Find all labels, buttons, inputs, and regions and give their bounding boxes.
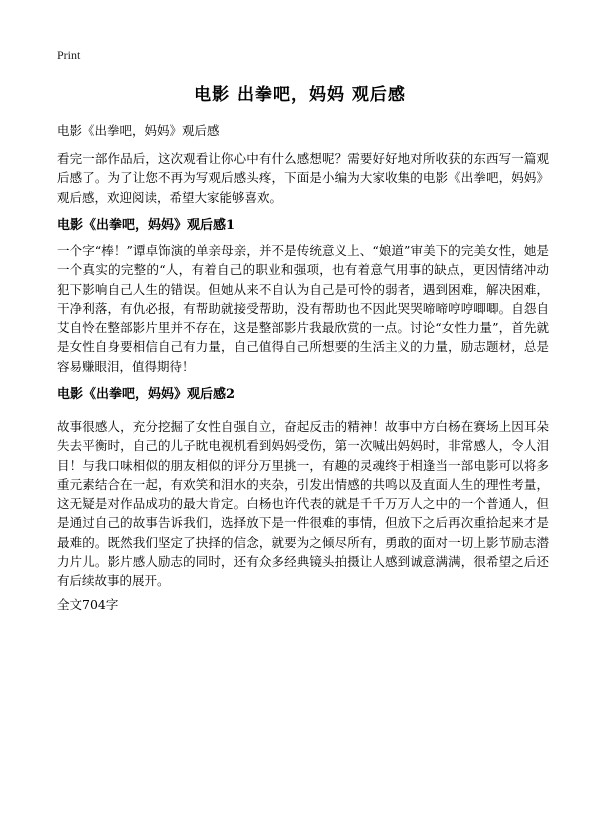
section-body-1: 一个字“棒！”谭卓饰演的单亲母亲，并不是传统意义上、“娘道”审美下的完美女性，她是一个真实的完整的“人，有着自己的职业和强项，也有着意气用事的缺点，更因情绪冲动犯下影响自己人生的错误。但她从来不自认为自己是可怜的弱者，遇到困难，解决困难，干净利落，有仇必报，有帮助就接受帮助，没有帮助也不因此哭哭啼啼哼哼唧唧。自怨自艾自怜在整部影片里并不存在，这是整部影片我最欣赏的一点。讨论“女性力量”，首先就是女性自身要相信自己有力量，自己值得自己所想要的生活主义的力量，励志题材，总是容易赚眼泪，值得期待！ (57, 243, 549, 374)
document-subtitle: 电影《出拳吧，妈妈》观后感 (57, 123, 220, 138)
section-body-2: 故事很感人，充分挖掘了女性自强自立，奋起反击的精神！故事中方白杨在赛场上因耳朵失去平衡时，自己的儿子眈电视机看到妈妈受伤，第一次喊出妈妈时，非常感人，令人泪目！与我口味相似的朋友相似的评分万里挑一，有趣的灵魂终于相逢当一部电影可以将多重元素结合在一起，有欢笑和泪水的夹杂，引发出情感的共鸣以及直面人生的理性考量，这无疑是对作品成功的最大肯定。白杨也许代表的就是千千万万人之中的一个普通人，但是通过自己的故事告诉我们，选择放下是一件很难的事情，但放下之后再次重拾起来才是最难的。既然我们坚定了抉择的信念，就要为之倾尽所有，勇敢的面对一切上影节励志潜力片儿。影片感人励志的同时，还有众多经典镜头拍摄让人感到诚意满满，很希望之后还有后续故事的展开。 (57, 419, 549, 589)
print-label: Print (57, 48, 81, 62)
word-count: 全文704字 (57, 597, 119, 612)
page-title: 电影 出拳吧，妈妈 观后感 (194, 85, 406, 105)
intro-paragraph: 看完一部作品后，这次观看让你心中有什么感想呢？需要好好地对所收获的东西写一篇观后感了。为了让您不再为写观后感头疼，下面是小编为大家收集的电影《出拳吧，妈妈》观后感，欢迎阅读，希望大家能够喜欢。 (57, 151, 549, 205)
section-heading-2: 电影《出拳吧，妈妈》观后感2 (57, 387, 236, 402)
section-heading-1: 电影《出拳吧，妈妈》观后感1 (57, 218, 236, 233)
